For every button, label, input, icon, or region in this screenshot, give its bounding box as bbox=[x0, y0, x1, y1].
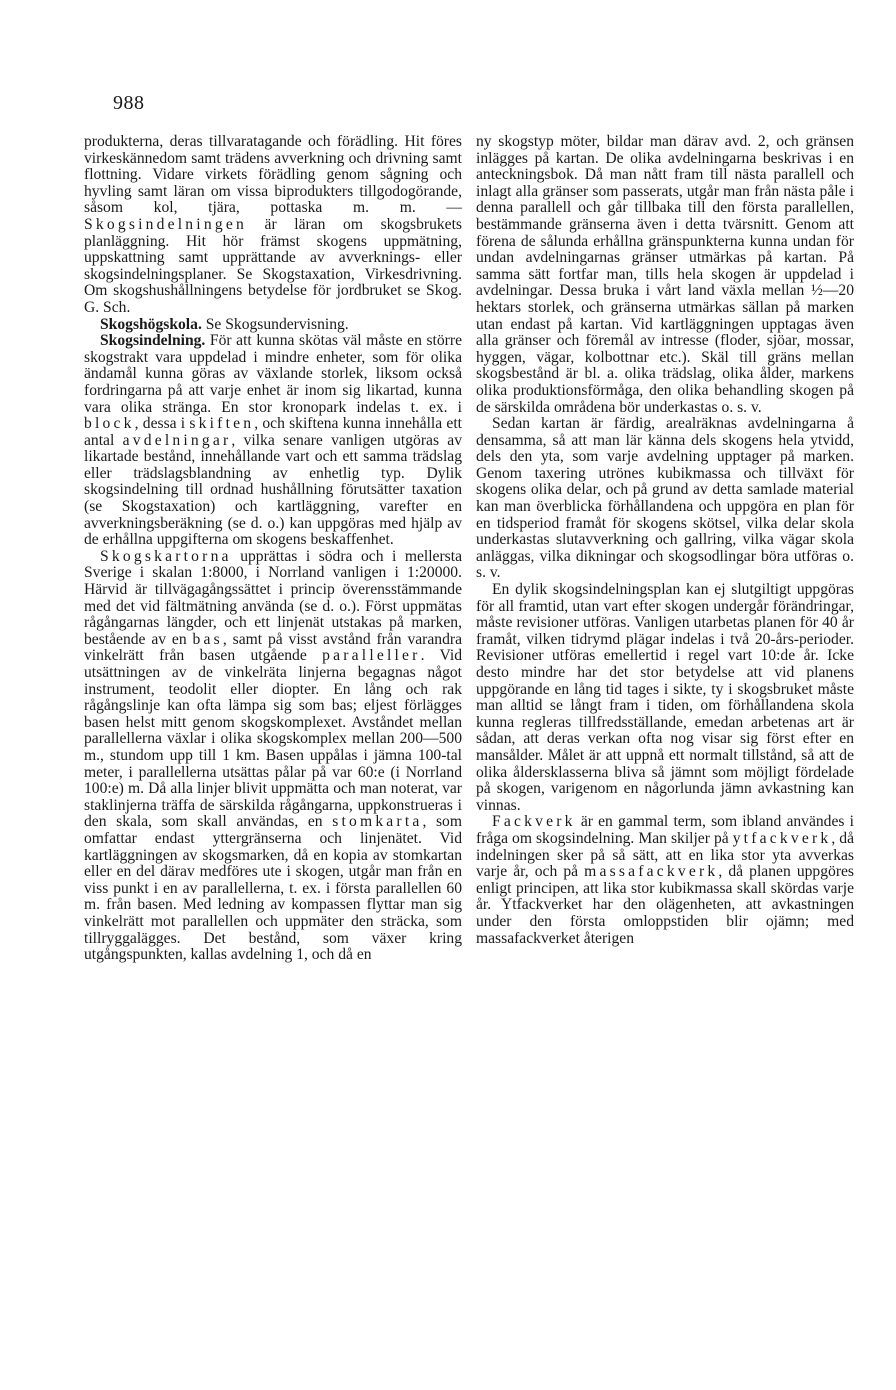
paragraph bbox=[476, 134, 854, 416]
text-run: , och skiftena kunna innehålla ett antal bbox=[84, 415, 463, 449]
text-run: ny skogstyp möter, bildar man därav avd. 2, och gränsen inlägges på kartan. De olika avdelningarna beskrivas i en anteckningsbok. Då man nått fram till nästa parallell och inlagt alla gränser som passerats, utgår man från nästa påle i denna parallell och går tillbaka till den första parallellen, bestämmande gränserna även i detta tvärsnitt. Genom att förena de sålunda erhållna gränspunkterna kunna undan för undan avdelningarnas gränser utmärkas på kartan. På samma sätt fortfar man, tills hela skogen är uppdelad i avdelningar. Dessa bruka i vårt land växla mellan ½—20 hektars storlek, och gränserna utmärkas sällan på marken utan endast på kartan. Vid kartläggningen upptagas även alla gränser och föremål av intresse (floder, sjöar, mossar, hyggen, vägar, kolbottnar etc.). Skäl till gräns mellan skogsbestånd är bl. a. olika trädslag, olika ålder, markens olika produktionsförmåga, den olika behandling skogen på de särskilda områdena bör underkastas o. s. v. bbox=[476, 133, 854, 416]
spaced-term: Skogsindelningen bbox=[84, 215, 247, 233]
paragraph bbox=[84, 134, 462, 317]
entry-headword: Skogshögskola. bbox=[100, 315, 202, 333]
paragraph bbox=[84, 317, 462, 334]
paragraph bbox=[476, 416, 854, 582]
spaced-term: avdelningar bbox=[122, 431, 232, 449]
spaced-term: ytfackverk bbox=[732, 829, 832, 847]
left-column bbox=[84, 134, 462, 964]
entry-headword: Skogsindelning. bbox=[100, 332, 206, 350]
text-run: , då indelningen sker på så sätt, att en lika stor yta avverkas varje år, och på bbox=[476, 829, 854, 881]
text-run: Se Skogsundervisning. bbox=[201, 315, 349, 333]
text-run: , samt på visst avstånd från varandra vinkelrätt från basen utgående bbox=[84, 630, 462, 665]
text-run: , dessa i bbox=[134, 415, 190, 433]
spaced-term: Skogskartorna bbox=[100, 547, 232, 565]
right-column bbox=[476, 134, 854, 947]
text-run: . Vid utsättningen av de vinkelräta linjerna begagnas något instrument, teodolit eller diopter. En lång och rak rågångslinje kan ofta lämpa sig som bas; eljest förlägges basen helst mitt genom skogskomplexet. Avståndet mellan parallellerna växlar i olika skogskomplex mellan 200—500 m., stundom upp till 1 km. Basen uppålas i jämna 100-tal meter, i parallellerna utsättas pålar på var 60:e (i Norrland 100:e) m. Då alla linjer blivit uppmätta och man noterat, var staklinjerna träffa de särskilda rågångarna, uppkonstrueras i den skala, som skall användas, en bbox=[84, 647, 463, 831]
spaced-term: skiften bbox=[189, 415, 255, 433]
text-run: En dylik skogsindelningsplan kan ej slutgiltigt uppgöras för all framtid, utan vart efter skogen undergår förändringar, måste revisioner utföras. Vanligen utarbetas planen för 40 år framåt, vilken tidrymd plägar indelas i två 20-års-perioder. Revisioner utföras emellertid i regel vart 10:de år. Icke desto mindre har det stor betydelse att vid planens uppgörande en lång tid tages i sikte, ty i skogsbruket måste man alltid se långt fram i tiden, om förhållandena skola kunna regleras tillfredsställande, emedan arbetenas art är sådan, att deras verkan ofta nog visar sig först efter en mansålder. Målet är att uppnå ett normalt tillstånd, så att de olika åldersklasserna bliva så jämnt som möjligt fördelade på skogen, varigenom en någorlunda jämn avkastning kan vinnas. bbox=[476, 581, 854, 814]
text-run: , vilka senare vanligen utgöras av likartade bestånd, innehållande vart och ett samma trädslag eller trädslagsblandning av enhetlig typ. Dylik skogsindelning till ordnad hushållning förutsätter taxation (se Skogstaxation) och kartläggning, varefter en avverkningsberäkning (se d. o.) kan uppgöras med hjälp av de erhållna uppgifterna om skogens beskaffenhet. bbox=[84, 431, 463, 549]
paragraph bbox=[84, 333, 462, 549]
text-run: , då planen uppgöres enligt principen, att lika stor kubikmassa skall skördas varje år. Ytfackverket har den olägenheten, att avkastningen under den första omloppstiden blir ojämn; med massafackverket återigen bbox=[476, 863, 854, 947]
spaced-term: bas bbox=[192, 630, 223, 648]
spaced-term: stomkarta bbox=[332, 813, 423, 831]
spaced-term: block bbox=[84, 415, 135, 433]
text-run: , som omfattar endast yttergränserna och linjenätet. Vid kartläggningen av skogsmarken, då en kopia av stomkartan eller en del därav medföres ute i skogen, utgår man från en viss punkt i en av parallellerna, t. ex. i första parallellen 60 m. från basen. Med ledning av kompassen flyttar man sig vinkelrätt mot parallellen och uppmäter den sträcka, som tillryggalägges. Det bestånd, som växer kring utgångspunkten, kallas avdelning 1, och då en bbox=[84, 813, 462, 964]
paragraph bbox=[476, 814, 854, 947]
text-run: produkterna, deras tillvaratagande och förädling. Hit föres virkeskännedom samt trädens avverkning och drivning samt flottning. Vidare virkets förädling genom sågning och hyvling samt läran om vissa biprodukters tillgodogörande, såsom kol, tjära, pottaska m. m. — bbox=[84, 133, 462, 217]
text-run: Sedan kartan är färdig, arealräknas avdelningarna å densamma, så att man lär känna dels skogens hela ytvidd, dels den yta, som varje avdelning upptager på marken. Genom taxering utrönes kubikmassa och tillväxt för skogens olika delar, och på grund av detta samlade material kan man överblicka förhållandena och uppgöra en plan för en tidsperiod framåt för skogens skötsel, vilka delar skola underkastas slutavverkning och gallring, vilka vägar skola anläggas, vilka dikningar och skogsodlingar böra utföras o. s. v. bbox=[476, 415, 854, 582]
spaced-term: Fackverk bbox=[492, 813, 576, 831]
page-number: 988 bbox=[113, 92, 145, 114]
spaced-term: massafackverk bbox=[584, 863, 719, 881]
text-run: är en gammal term, som ibland användes i fråga om skogsindelning. Man skiljer på bbox=[476, 813, 854, 847]
spaced-term: paralleller bbox=[322, 647, 421, 665]
text-run: upprättas i södra och i mellersta Sverige i skalan 1:8000, i Norrland vanligen i 1:20000. Härvid är tillvägagångssättet i princip överensstämmande med det vid fältmätning använda (se d. o.). Först uppmätas rågångarnas längder, och ett linjenät utstakas på marken, bestående av en bbox=[84, 547, 462, 648]
paragraph bbox=[84, 549, 462, 964]
text-run: För att kunna skötas väl måste en större skogstrakt vara uppdelad i mindre enheter, som för olika ändamål kunna göras av växlande storlek, liksom också fordringarna på att varje enhet är inom sig likartad, kunna vara olika stränga. En stor kronopark indelas t. ex. i bbox=[84, 332, 462, 416]
text-run: är läran om skogsbrukets planläggning. Hit hör främst skogens uppmätning, uppskattning samt upprättande av avverknings- eller skogsindelningsplaner. Se Skogstaxation, Virkesdrivning. Om skogshushållningens betydelse för jordbruket se Skog. G. Sch. bbox=[84, 215, 462, 316]
paragraph bbox=[476, 582, 854, 814]
